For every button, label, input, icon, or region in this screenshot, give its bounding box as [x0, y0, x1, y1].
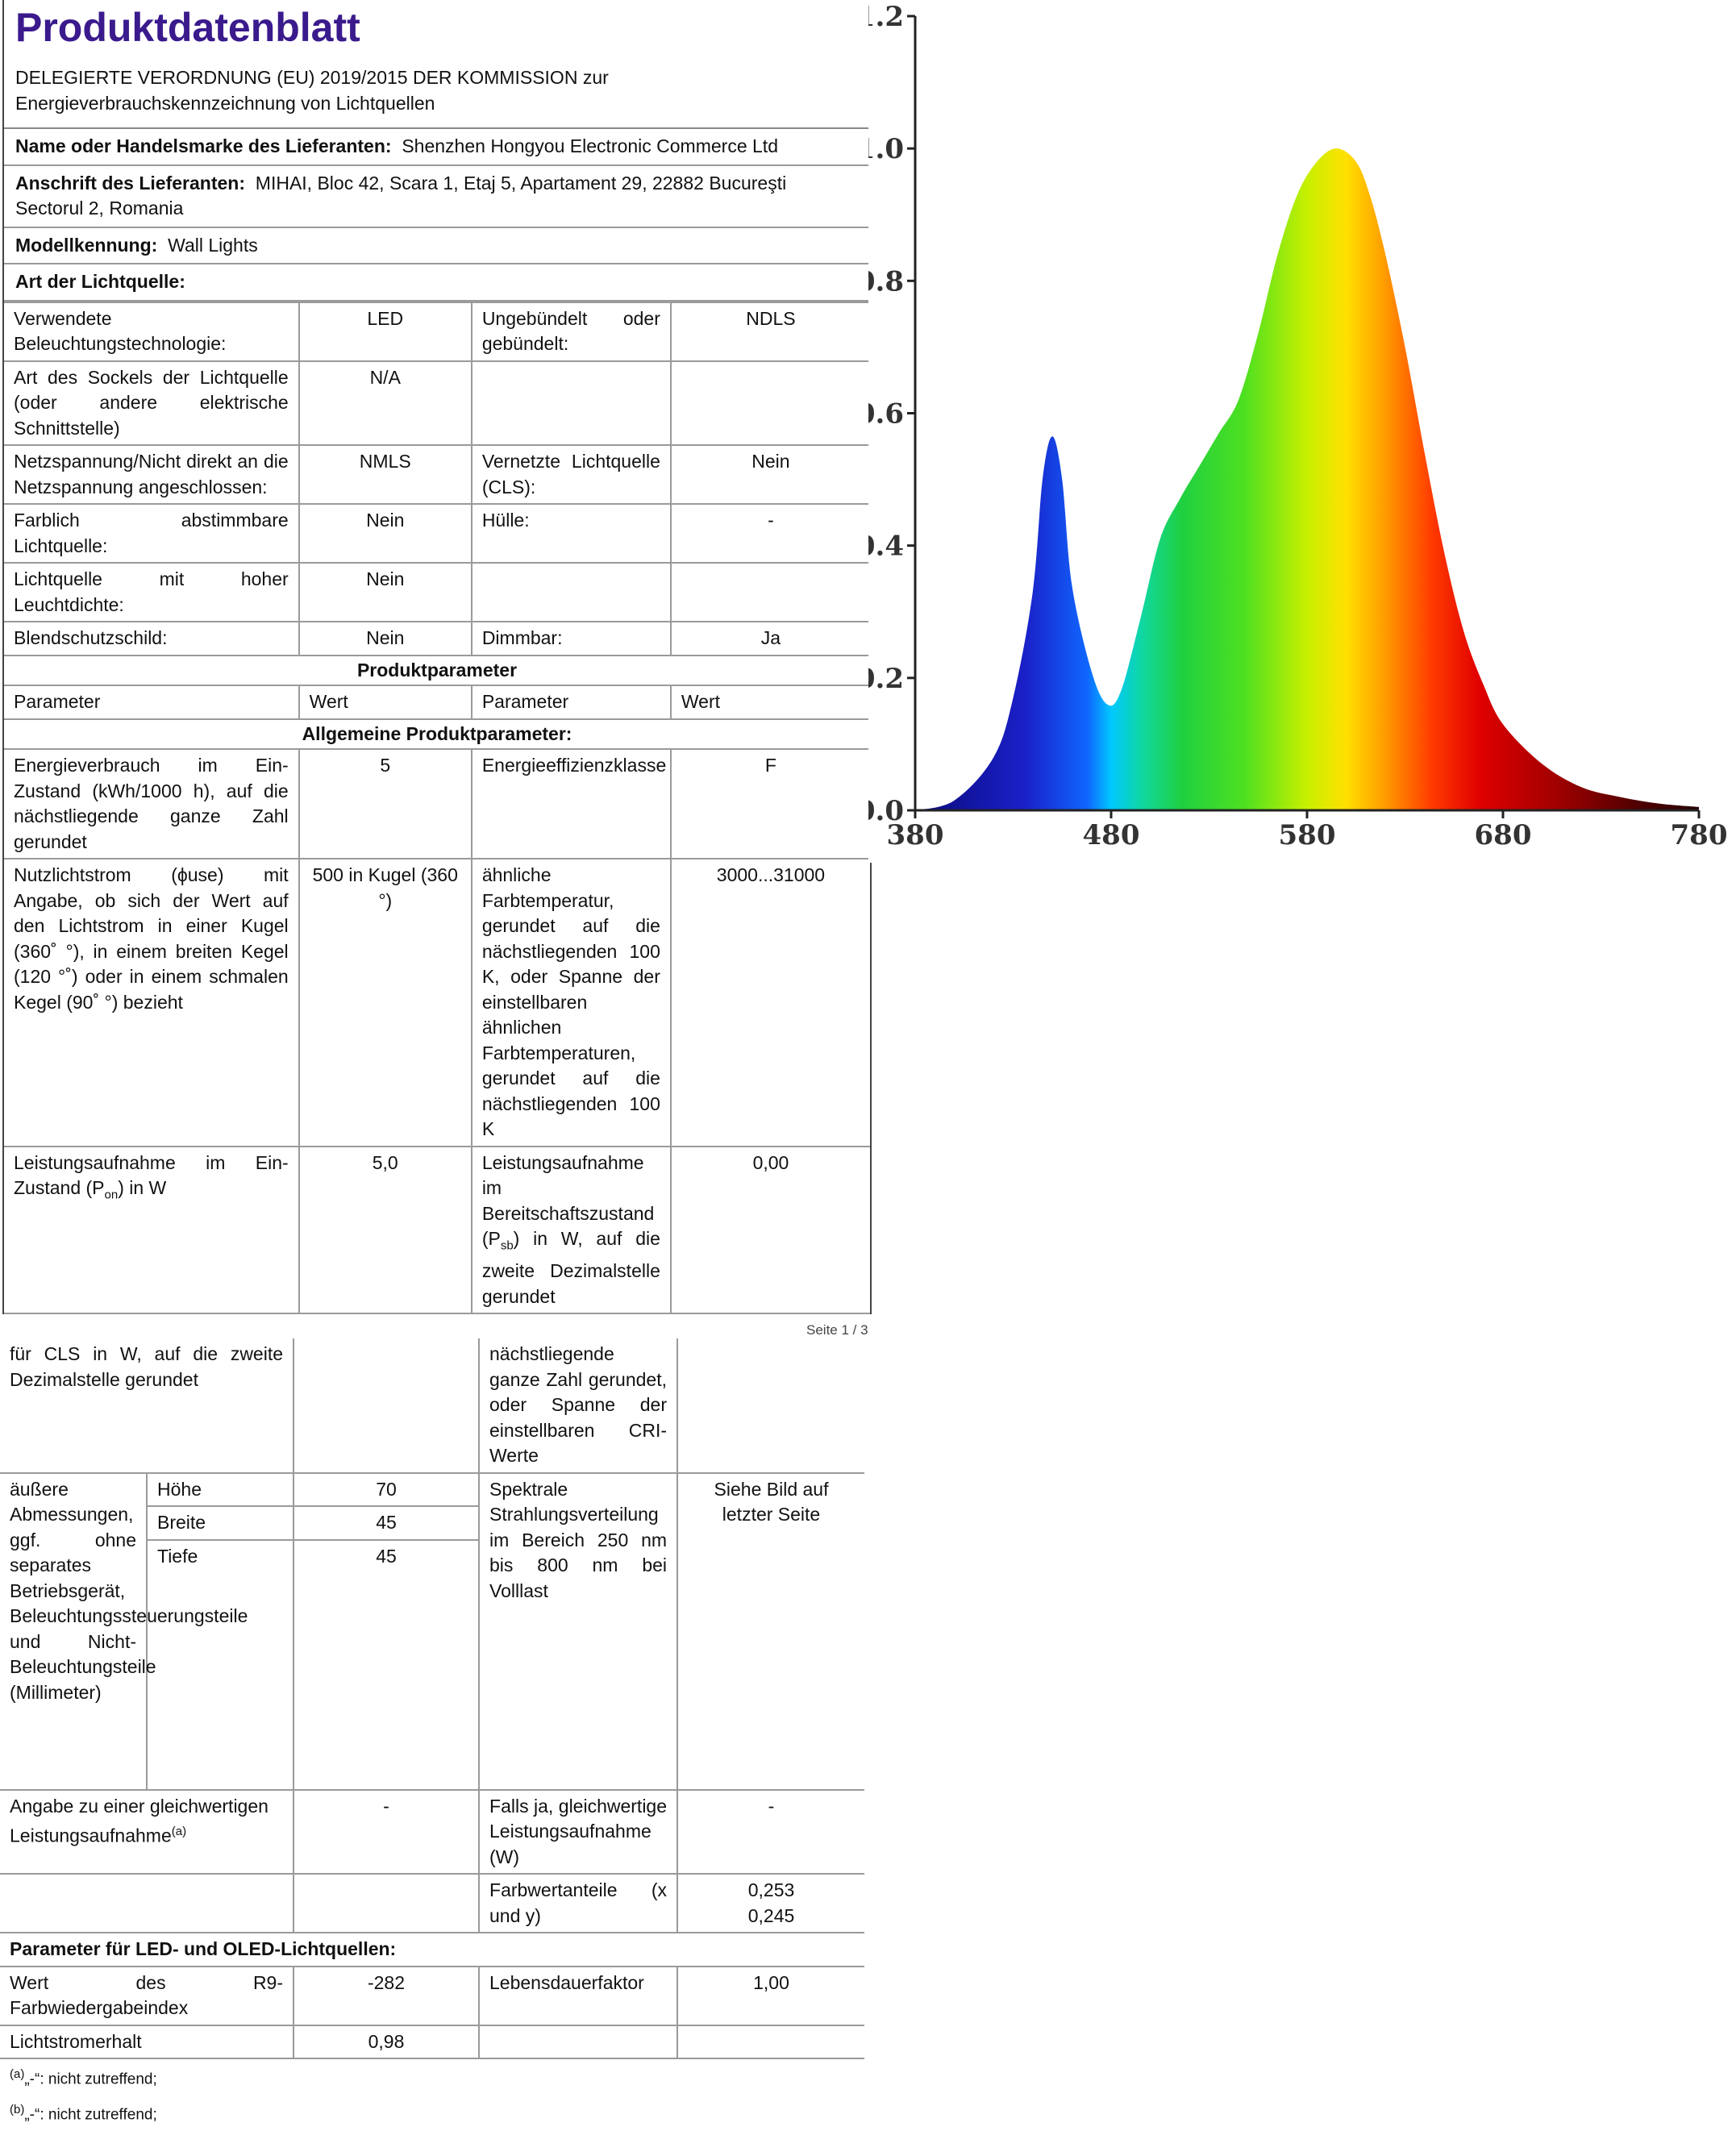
general-row [4, 749, 870, 859]
type-value: Nein [299, 622, 472, 656]
y-tick-label: .2 [875, 1, 904, 33]
chromaticity-empty-2 [293, 1874, 479, 1933]
type-label: Farblich abstimmbare Lichtquelle: [4, 504, 299, 563]
type-label-2 [472, 361, 671, 446]
model-row [4, 227, 870, 264]
spectral-chart [868, 0, 1736, 863]
chromaticity-label: Farbwertanteile (x und y) [479, 1874, 677, 1933]
chromaticity-value [677, 1874, 864, 1933]
type-value: Nein [299, 504, 472, 563]
col-header-param-2: Parameter [472, 685, 671, 719]
type-value-2: NDLS [671, 302, 870, 361]
general-row [4, 859, 870, 1147]
supplier-name-value: Shenzhen Hongyou Electronic Commerce Ltd [402, 135, 778, 156]
col-header-param: Parameter [4, 685, 299, 719]
r9-label: Wert des R9-Farbwiedergabeindex [0, 1967, 293, 2025]
product-params-heading: Produktparameter [4, 656, 870, 686]
cri-label-cont: nächstliegende ganze Zahl gerundet, oder Spanne der einstellbaren CRI-Werte [479, 1338, 677, 1473]
type-label: Verwendete Beleuchtungstechnologie: [4, 302, 299, 361]
type-label-2: Vernetzte Lichtquelle (CLS): [472, 445, 671, 504]
y-tick-label: .2 [875, 662, 904, 695]
luminous-flux-label: Nutzlichtstrom (ϕuse) mit Angabe, ob sich der Wert auf den Lichtstrom in einer Kugel (360˚ °), in einem breiten Kegel (120 °˚) oder in einem schmalen Kegel (90˚ °) bezieht [4, 859, 299, 1147]
datasheet-page-2 [0, 1338, 864, 2131]
type-value-2 [671, 563, 870, 622]
color-temp-label: ähnliche Farbtemperatur, gerundet auf die nächstliegenden 100 K, oder Spanne der einstellbaren ähnlichen Farbtemperaturen, gerundet auf die nächstliegenden 100 K [472, 859, 671, 1147]
spectral-value: Siehe Bild auf letzter Seite [677, 1473, 864, 1790]
type-label: Art des Sockels der Lichtquelle (oder andere elektrische Schnittstelle) [4, 361, 299, 446]
product-params-heading-row [4, 656, 870, 686]
supplier-address-row [4, 165, 870, 227]
spectral-label: Spektrale Strahlungsverteilung im Bereich 250 nm bis 800 nm bei Volllast [479, 1473, 677, 1790]
type-value-2: - [671, 504, 870, 563]
x-tick-label: 680 [1474, 819, 1532, 851]
x-tick-label: 480 [1082, 819, 1140, 851]
type-label-2 [472, 563, 671, 622]
type-label-2: Dimmbar: [472, 622, 671, 656]
type-row [4, 302, 870, 361]
model-value: Wall Lights [168, 234, 258, 256]
dimension-value: 70 [293, 1473, 479, 1507]
chromaticity-x: 0,253 [747, 1879, 795, 1900]
type-row [4, 622, 870, 656]
type-value: N/A [299, 361, 472, 446]
lumen-maintenance-label: Lichtstromerhalt [0, 2025, 293, 2059]
chromaticity-row [0, 1874, 864, 1933]
efficiency-class-label: Energieeffizienzklasse [472, 749, 671, 859]
r9-value: -282 [293, 1967, 479, 2025]
led-empty-value [677, 2025, 864, 2059]
dimension-name: Breite [147, 1506, 293, 1540]
y-tick-label: .0 [875, 133, 904, 166]
power-row [4, 1147, 870, 1314]
col-header-value-2: Wert [671, 685, 870, 719]
equivalent-power-value: - [677, 1790, 864, 1875]
supplier-name-label: Name oder Handelsmarke des Lieferanten: [15, 135, 392, 156]
lifetime-factor-label: Lebensdauerfaktor [479, 1967, 677, 2025]
footnotes [10, 2059, 864, 2131]
efficiency-class-value: F [671, 749, 870, 859]
type-heading-row [4, 264, 870, 301]
type-value-2: Nein [671, 445, 870, 504]
type-label: Netzspannung/Nicht direkt an die Netzspannung angeschlossen: [4, 445, 299, 504]
y-tick-label: .4 [875, 530, 904, 563]
cri-label-start [472, 1313, 671, 1314]
footnote: $^{(b)}$„-“: nicht zutreffend; [10, 2103, 157, 2124]
x-tick-label: 780 [1670, 819, 1728, 851]
power-net-value [299, 1313, 472, 1314]
equivalent-power-label: Falls ja, gleichwertige Leistungsaufnahme (W) [479, 1790, 677, 1875]
continuation-row [0, 1338, 864, 1473]
type-value: NMLS [299, 445, 472, 504]
spectral-chart-svg [868, 0, 1736, 863]
type-value: Nein [299, 563, 472, 622]
power-net-label-cont: für CLS in W, auf die zweite Dezimalstelle gerundet [0, 1338, 293, 1473]
x-tick-label: 380 [886, 819, 944, 851]
type-label: Lichtquelle mit hoher Leuchtdichte: [4, 563, 299, 622]
led-params-heading: Parameter für LED- und OLED-Lichtquellen: [0, 1933, 864, 1967]
power-on-label: Leistungsaufnahme im Ein-Zustand $(P_{on})$ in W [4, 1147, 299, 1314]
type-label-2: Hülle: [472, 504, 671, 563]
dimensions-row [0, 1473, 864, 1507]
datasheet-page-1 [2, 0, 872, 1314]
y-tick-label: .6 [875, 397, 904, 431]
regulation-text: DELEGIERTE VERORDNUNG (EU) 2019/2015 DER KOMMISSION zur Energieverbrauchskennzeichnung von Lichtquellen [4, 53, 870, 129]
column-header-row [4, 685, 870, 719]
type-row [4, 361, 870, 446]
equivalent-value: - [293, 1790, 479, 1875]
spectrum-area [915, 148, 1699, 810]
y-tick-label: .0 [875, 795, 904, 827]
type-row [4, 445, 870, 504]
type-value-2 [671, 361, 870, 446]
power-standby-label: Leistungsaufnahme im Bereitschaftszustand $(P_{sb})$ in W, auf die zweite Dezimalstelle gerundet [472, 1147, 671, 1314]
luminous-flux-value: 500 in Kugel (360 °) [299, 859, 472, 1147]
chromaticity-y: 0,245 [747, 1904, 795, 1926]
dimension-name: Höhe [147, 1473, 293, 1507]
led-row [0, 1967, 864, 2025]
supplier-address-value: MIHAI, Bloc 42, Scara 1, Etaj 5, Apartament 29, 22882 Bucureşti Sectorul 2, Romania [15, 172, 787, 219]
type-row [4, 504, 870, 563]
chromaticity-empty [0, 1874, 293, 1933]
supplier-name-row [4, 129, 870, 165]
type-value: LED [299, 302, 472, 361]
power-net-value-cont [293, 1338, 479, 1473]
type-heading: Art der Lichtquelle: [4, 264, 870, 301]
power-on-value: 5,0 [299, 1147, 472, 1314]
dimension-value: 45 [293, 1506, 479, 1540]
supplier-table [4, 129, 870, 302]
page-title: Produktdatenblatt [15, 5, 360, 50]
led-heading-row [0, 1933, 864, 1967]
general-params-heading: Allgemeine Produktparameter: [4, 719, 870, 750]
cri-value-cont [677, 1338, 864, 1473]
dimensions-label: äußere Abmessungen, ggf. ohne separates Betriebsgerät, Beleuchtungssteuerungsteile und Nicht-Beleuchtungsteile (Millimeter) [0, 1473, 147, 1790]
continuation-table [0, 1338, 864, 2059]
led-row [0, 2025, 864, 2059]
supplier-address-label: Anschrift des Lieferanten: [15, 172, 245, 194]
energy-consumption-value: 5 [299, 749, 472, 859]
dimension-name: Tiefe [147, 1540, 293, 1790]
type-value-2: Ja [671, 622, 870, 656]
type-table [4, 302, 870, 1315]
page-number: Seite 1 / 3 [806, 1322, 868, 1338]
power-net-row [4, 1313, 870, 1314]
col-header-value: Wert [299, 685, 472, 719]
cri-value [671, 1313, 870, 1314]
power-standby-value: 0,00 [671, 1147, 870, 1314]
energy-consumption-label: Energieverbrauch im Ein-Zustand (kWh/1000 h), auf die nächstliegende ganze Zahl gerundet [4, 749, 299, 859]
general-params-heading-row [4, 719, 870, 750]
color-temp-value: 3000...31000 [671, 859, 870, 1147]
model-label: Modellkennung: [15, 234, 158, 256]
dimension-value: 45 [293, 1540, 479, 1790]
x-tick-label: 580 [1278, 819, 1336, 851]
equivalent-row [0, 1790, 864, 1875]
power-net-label [4, 1313, 299, 1314]
equivalent-label: Angabe zu einer gleichwertigen Leistungsaufnahme$^{(a)}$ [0, 1790, 293, 1875]
lifetime-factor-value: 1,00 [677, 1967, 864, 2025]
led-empty-label [479, 2025, 677, 2059]
type-row [4, 563, 870, 622]
lumen-maintenance-value: 0,98 [293, 2025, 479, 2059]
type-label: Blendschutzschild: [4, 622, 299, 656]
type-label-2: Ungebündelt oder gebündelt: [472, 302, 671, 361]
y-tick-label: .8 [875, 265, 904, 298]
footnote: $^{(a)}$„-“: nicht zutreffend; [10, 2067, 157, 2088]
